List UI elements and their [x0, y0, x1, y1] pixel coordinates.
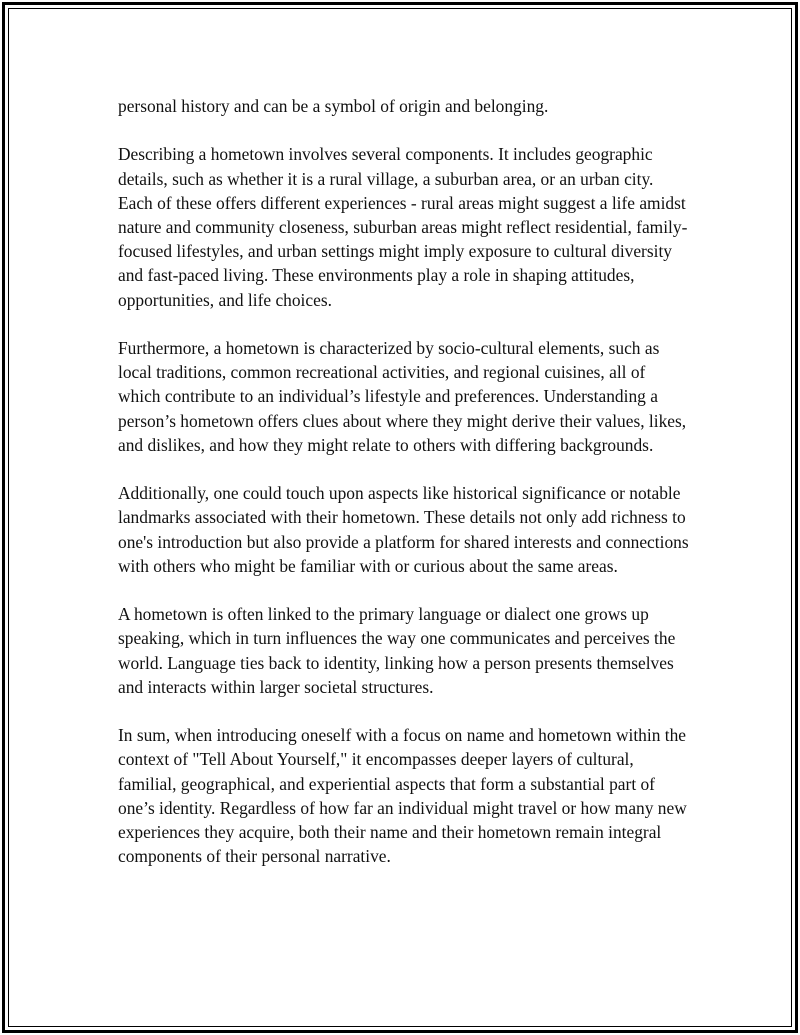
paragraph-2: Describing a hometown involves several components. It includes geographic details, such as whether it is a rural village, a suburban area, or an urban city. Each of these offers different experiences - rural areas might suggest a life amidst nature and community closeness, suburban areas might reflect residential, family-focused lifestyles, and urban settings might imply exposure to cultural diversity and fast-paced living. These environments play a role in shaping attitudes, opportunities, and life choices. [118, 144, 688, 310]
paragraph-3: Furthermore, a hometown is characterized by socio-cultural elements, such as local traditions, common recreational activities, and regional cuisines, all of which contribute to an individual’s lifestyle and preferences. Understanding a person’s hometown offers clues about where they might derive their values, likes, and dislikes, and how they might relate to others with differing backgrounds. [118, 338, 687, 455]
paragraph-1: personal history and can be a symbol of origin and belonging. [118, 96, 549, 116]
paragraph-6: In sum, when introducing oneself with a focus on name and hometown within the context of "Tell About Yourself," it encompasses deeper layers of cultural, familial, geographical, and experiential aspects that form a substantial part of one’s identity. Regardless of how far an individual might travel or how many new experiences they acquire, both their name and their hometown remain integral components of their personal narrative. [118, 725, 687, 867]
paragraph-4: Additionally, one could touch upon aspects like historical significance or notable landmarks associated with their hometown. These details not only add richness to one's introduction but also provide a platform for shared interests and connections with others who might be familiar with or curious about the same areas. [118, 483, 689, 576]
paragraph-5: A hometown is often linked to the primary language or dialect one grows up speaking, which in turn influences the way one communicates and perceives the world. Language ties back to identity, linking how a person presents themselves and interacts within larger societal structures. [118, 604, 676, 697]
document-body [118, 94, 690, 893]
